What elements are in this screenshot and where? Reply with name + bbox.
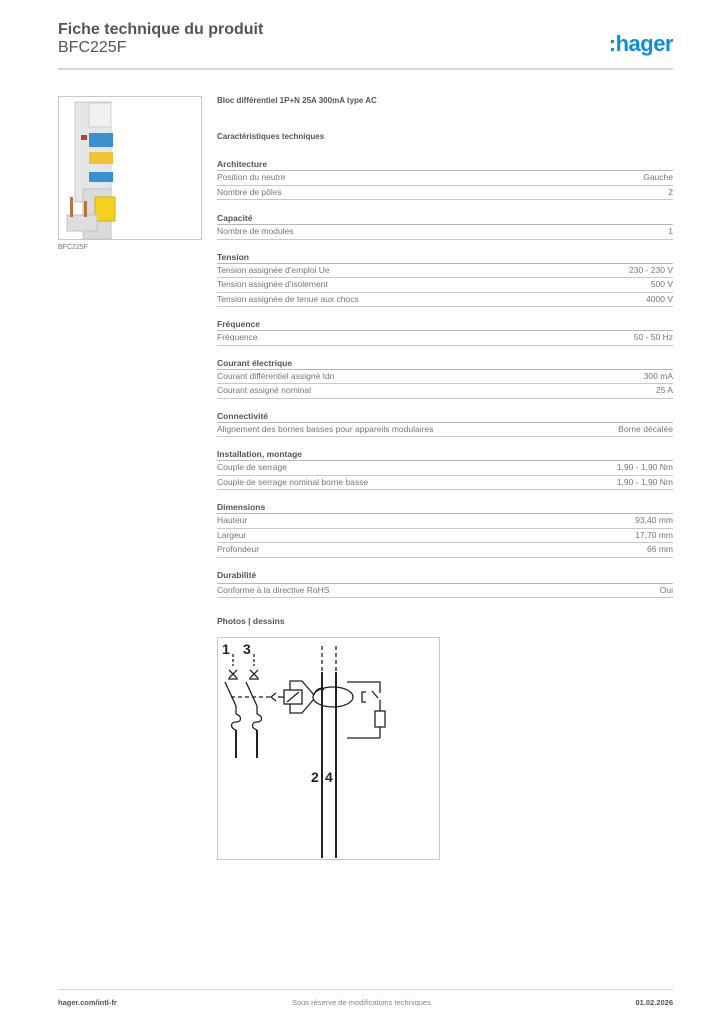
spec-row	[217, 584, 673, 599]
group-title: Installation, montage	[217, 448, 673, 461]
group-durabilite	[217, 569, 673, 599]
spec-label: Alignement des bornes basses pour appareils modulaires	[217, 423, 434, 434]
footer-date: 01.02.2026	[635, 998, 673, 1007]
spec-label: Largeur	[217, 529, 247, 540]
group-architecture	[217, 158, 673, 200]
spec-value: 1	[668, 226, 673, 236]
group-dimensions	[217, 501, 673, 558]
spec-value: 25 A	[655, 385, 673, 395]
spec-value: Oui	[659, 584, 673, 595]
hager-logo: :hager	[608, 31, 673, 56]
svg-text:1: 1	[222, 641, 230, 657]
specs-heading: Caractéristiques techniques	[217, 132, 325, 141]
group-connectivite	[217, 410, 673, 438]
spec-row	[217, 264, 673, 279]
group-courant	[217, 357, 673, 399]
spec-label: Tension assignée de tenue aux chocs	[217, 293, 359, 304]
spec-row	[217, 278, 673, 293]
svg-text:3: 3	[243, 641, 251, 657]
spec-label: Couple de serrage	[217, 462, 287, 472]
footer-disclaimer: Sous réserve de modifications techniques	[292, 998, 431, 1007]
spec-label: Tension assignée d'isolement	[217, 279, 328, 289]
circuit-breaker-block-image	[59, 97, 201, 239]
spec-value: 2	[668, 186, 673, 197]
spec-label: Courant différentiel assigné Idn	[217, 370, 335, 381]
product-photo	[58, 96, 202, 240]
spec-value: 500 V	[650, 279, 673, 289]
spec-value: 50 - 50 Hz	[633, 332, 673, 342]
group-frequence	[217, 318, 673, 346]
spec-value: 230 - 230 V	[629, 264, 673, 275]
spec-label: Courant assigné nominal	[217, 385, 312, 395]
product-name: Bloc différentiel 1P+N 25A 300mA type AC	[217, 96, 377, 105]
group-title: Connectivité	[217, 410, 673, 423]
spec-label: Position du neutre	[217, 172, 286, 182]
spec-value: 1,90 - 1,90 Nm	[616, 462, 673, 472]
photos-title: Photos | dessins	[217, 616, 285, 626]
footer-divider	[58, 989, 673, 990]
spec-value: 66 mm	[647, 544, 673, 554]
website-link[interactable]: hager.com/intl-fr	[58, 998, 117, 1007]
spec-row	[217, 543, 673, 558]
spec-row	[217, 370, 673, 385]
wiring-diagram	[217, 637, 440, 860]
group-title: Tension	[217, 251, 673, 264]
spec-row	[217, 331, 673, 346]
spec-value: 4000 V	[646, 293, 673, 304]
spec-label: Nombre de modules	[217, 226, 294, 236]
spec-row	[217, 171, 673, 186]
spec-value: Gauche	[643, 172, 673, 182]
group-capacite	[217, 212, 673, 240]
spec-row	[217, 225, 673, 240]
group-title: Durabilité	[217, 569, 673, 584]
spec-label: Couple de serrage nominal borne basse	[217, 476, 369, 487]
spec-value: Borne décalée	[618, 423, 673, 434]
page-title: Fiche technique du produit	[58, 21, 264, 38]
spec-row	[217, 514, 673, 529]
group-tension	[217, 251, 673, 308]
svg-text:4: 4	[325, 769, 333, 785]
spec-row	[217, 461, 673, 476]
spec-label: Profondeur	[217, 544, 260, 554]
spec-label: Tension assignée d'emploi Ue	[217, 264, 330, 275]
header-divider	[58, 68, 673, 70]
group-installation	[217, 448, 673, 490]
spec-label: Hauteur	[217, 515, 248, 525]
spec-label: Nombre de pôles	[217, 186, 282, 197]
spec-row	[217, 293, 673, 308]
spec-row	[217, 423, 673, 438]
spec-label: Fréquence	[217, 332, 258, 342]
group-title: Dimensions	[217, 501, 673, 514]
group-title: Courant électrique	[217, 357, 673, 370]
group-title: Architecture	[217, 158, 673, 171]
spec-row	[217, 476, 673, 491]
spec-value: 300 mA	[643, 370, 673, 381]
spec-label: Conforme à la directive RoHS	[217, 584, 330, 595]
circuit-schematic-icon	[218, 638, 439, 859]
specifications	[217, 96, 673, 626]
spec-row	[217, 186, 673, 201]
spec-row	[217, 384, 673, 399]
group-title: Fréquence	[217, 318, 673, 331]
page-header	[58, 21, 673, 57]
spec-value: 1,90 - 1,90 Nm	[616, 476, 673, 487]
group-title: Capacité	[217, 212, 673, 225]
spec-value: 17,70 mm	[635, 529, 673, 540]
spec-row	[217, 529, 673, 544]
spec-value: 93,40 mm	[635, 515, 673, 525]
product-reference: BFC225F	[58, 39, 127, 56]
photo-caption: BFC225F	[58, 244, 88, 251]
svg-text:2: 2	[311, 769, 319, 785]
